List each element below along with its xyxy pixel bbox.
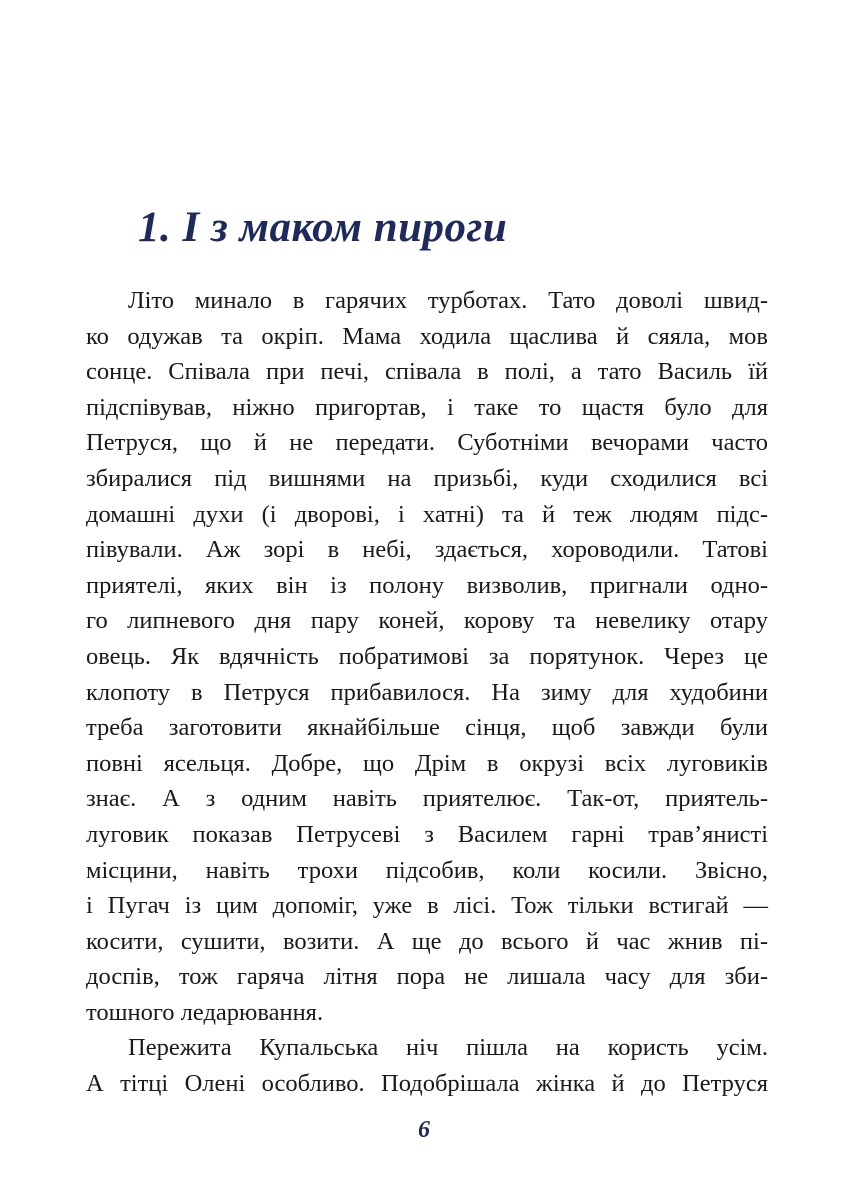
paragraph-line: косити, сушити, возити. А ще до всього й час жнив пі- [86, 927, 768, 955]
paragraph-line: овець. Як вдячність побратимові за порятунок. Через це [86, 642, 768, 670]
paragraph-line: А тітці Олені особливо. Подобрішала жінка й до Петруся [86, 1070, 768, 1098]
paragraph-line: луговик показав Петрусеві з Василем гарні трав’янисті [86, 820, 768, 848]
paragraph-line: Пережита Купальська ніч пішла на користь усім. [128, 1034, 768, 1062]
paragraph-line: знає. А з одним навіть приятелює. Так-от, приятель- [86, 785, 768, 813]
paragraph-line: збиралися під вишнями на призьбі, куди сходилися всі [86, 464, 768, 492]
paragraph-line: Літо минало в гарячих турботах. Тато доволі швид- [128, 287, 768, 314]
paragraph-line: го липневого дня пару коней, корову та невелику отару [86, 607, 768, 635]
paragraph-line: півували. Аж зорі в небі, здається, хороводили. Татові [86, 536, 768, 564]
paragraph-line: Петруся, що й не передати. Суботніми вечорами часто [86, 429, 768, 457]
paragraph-line: підспівував, ніжно пригортав, і таке то щастя було для [86, 393, 768, 421]
paragraph-line: тошного ледарювання. [86, 998, 324, 1026]
paragraph-line: приятелі, яких він із полону визволив, пригнали одно- [86, 571, 768, 599]
paragraph-line: домашні духи (і дворові, і хатні) та й теж людям підс- [86, 500, 768, 528]
paragraph-line: і Пугач із цим допоміг, уже в лісі. Тож тільки встигай — [86, 892, 768, 920]
paragraph-line: клопоту в Петруся прибавилося. На зиму для худобини [86, 678, 768, 706]
body-text [86, 283, 768, 1102]
paragraph-line: місцини, навіть трохи підсобив, коли косили. Звісно, [86, 856, 768, 884]
page-number: 6 [418, 1117, 430, 1143]
paragraph-line: ко одужав та окріп. Мама ходила щаслива й сяяла, мов [86, 322, 768, 350]
paragraph-line: повні ясельця. Добре, що Дрім в окрузі всіх луговиків [86, 749, 768, 777]
chapter-title: 1. І з маком пироги [138, 204, 508, 251]
paragraph-line: треба заготовити якнайбільше сінця, щоб завжди були [86, 714, 768, 742]
paragraph-line: сонце. Співала при печі, співала в полі, а тато Василь їй [86, 358, 768, 386]
paragraph-line: доспів, тож гаряча літня пора не лишала часу для зби- [86, 963, 768, 991]
